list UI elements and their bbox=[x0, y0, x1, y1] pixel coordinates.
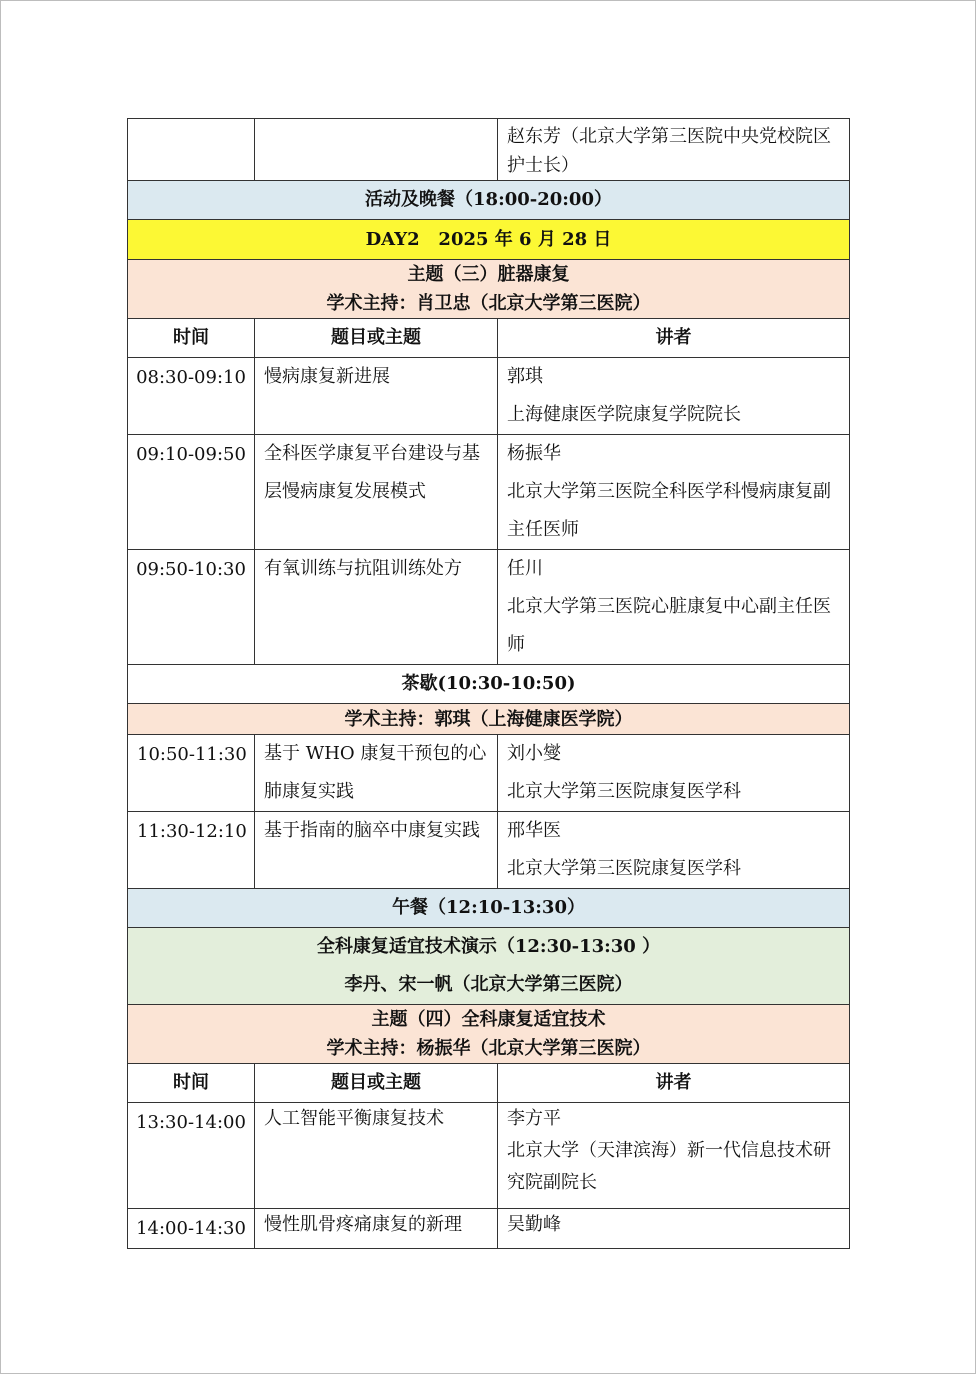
speaker-title: 北京大学第三医院康复医学科 bbox=[507, 858, 741, 879]
speaker-cell bbox=[498, 550, 850, 665]
session-topic: 全科医学康复平台建设与基层慢病康复发展模式 bbox=[255, 435, 498, 550]
header-topic: 题目或主题 bbox=[255, 1064, 498, 1103]
speaker-cell bbox=[498, 1103, 850, 1209]
session-time: 13:30-14:00 bbox=[128, 1103, 255, 1209]
table-row bbox=[128, 1005, 850, 1064]
speaker-name: 任川 bbox=[507, 558, 543, 579]
speaker-cell bbox=[498, 812, 850, 889]
table-row bbox=[128, 735, 850, 812]
speaker-name: 郭琪 bbox=[507, 366, 543, 387]
table-row bbox=[128, 358, 850, 435]
header-speaker: 讲者 bbox=[498, 319, 850, 358]
table-row bbox=[128, 1209, 850, 1249]
table-header-row bbox=[128, 1064, 850, 1103]
table-row bbox=[128, 1103, 850, 1209]
session-topic: 基于 WHO 康复干预包的心肺康复实践 bbox=[255, 735, 498, 812]
session-time: 11:30-12:10 bbox=[128, 812, 255, 889]
table-row bbox=[128, 260, 850, 319]
session-time: 14:00-14:30 bbox=[128, 1209, 255, 1249]
table-row bbox=[128, 181, 850, 220]
theme-host: 学术主持：肖卫忠（北京大学第三医院） bbox=[326, 293, 651, 314]
day2-banner: DAY2 2025 年 6 月 28 日 bbox=[128, 220, 850, 260]
speaker-name: 邢华医 bbox=[507, 820, 561, 841]
speaker-cell: 赵东芳（北京大学第三医院中央党校院区护士长） bbox=[498, 119, 850, 181]
host-banner: 学术主持：郭琪（上海健康医学院） bbox=[128, 704, 850, 735]
table-row bbox=[128, 550, 850, 665]
table-row bbox=[128, 889, 850, 928]
header-time: 时间 bbox=[128, 319, 255, 358]
speaker-title: 北京大学（天津滨海）新一代信息技术研究院副院长 bbox=[507, 1140, 831, 1193]
speaker-cell bbox=[498, 1209, 850, 1249]
header-time: 时间 bbox=[128, 1064, 255, 1103]
session-time: 09:10-09:50 bbox=[128, 435, 255, 550]
table-row bbox=[128, 119, 850, 181]
session-topic: 人工智能平衡康复技术 bbox=[255, 1103, 498, 1209]
speaker-title: 北京大学第三医院全科医学科慢病康复副主任医师 bbox=[507, 481, 831, 540]
speaker-name: 杨振华 bbox=[507, 443, 561, 464]
table-row bbox=[128, 928, 850, 1005]
schedule-table bbox=[127, 118, 850, 1249]
session-time: 09:50-10:30 bbox=[128, 550, 255, 665]
demo-banner bbox=[128, 928, 850, 1005]
theme-host: 学术主持：杨振华（北京大学第三医院） bbox=[326, 1038, 651, 1059]
speaker-name: 刘小燮 bbox=[507, 743, 561, 764]
theme-title: 主题（三）脏器康复 bbox=[407, 264, 570, 285]
session-topic: 慢病康复新进展 bbox=[255, 358, 498, 435]
speaker-cell bbox=[498, 735, 850, 812]
speaker-title: 上海健康医学院康复学院院长 bbox=[507, 404, 741, 425]
session-topic: 慢性肌骨疼痛康复的新理 bbox=[255, 1209, 498, 1249]
table-row bbox=[128, 665, 850, 704]
header-speaker: 讲者 bbox=[498, 1064, 850, 1103]
demo-title: 全科康复适宜技术演示（12:30-13:30 ） bbox=[316, 936, 661, 957]
table-header-row bbox=[128, 319, 850, 358]
header-topic: 题目或主题 bbox=[255, 319, 498, 358]
session-topic: 基于指南的脑卒中康复实践 bbox=[255, 812, 498, 889]
theme3-banner bbox=[128, 260, 850, 319]
lunch-banner: 午餐（12:10-13:30） bbox=[128, 889, 850, 928]
table-row bbox=[128, 220, 850, 260]
demo-people: 李丹、宋一帆（北京大学第三医院） bbox=[344, 974, 633, 995]
speaker-title: 北京大学第三医院心脏康复中心副主任医师 bbox=[507, 596, 831, 655]
dinner-banner: 活动及晚餐（18:00-20:00） bbox=[128, 181, 850, 220]
session-time: 08:30-09:10 bbox=[128, 358, 255, 435]
speaker-name: 李方平 bbox=[507, 1108, 561, 1129]
speaker-cell bbox=[498, 435, 850, 550]
table-row bbox=[128, 704, 850, 735]
table-row bbox=[128, 812, 850, 889]
table-row bbox=[128, 435, 850, 550]
theme-title: 主题（四）全科康复适宜技术 bbox=[371, 1009, 606, 1030]
speaker-title: 北京大学第三医院康复医学科 bbox=[507, 781, 741, 802]
tea-break-banner: 茶歇(10:30-10:50) bbox=[128, 665, 850, 704]
session-time: 10:50-11:30 bbox=[128, 735, 255, 812]
speaker-cell bbox=[498, 358, 850, 435]
theme4-banner bbox=[128, 1005, 850, 1064]
session-topic: 有氧训练与抗阻训练处方 bbox=[255, 550, 498, 665]
speaker-name: 吴勤峰 bbox=[507, 1214, 561, 1235]
